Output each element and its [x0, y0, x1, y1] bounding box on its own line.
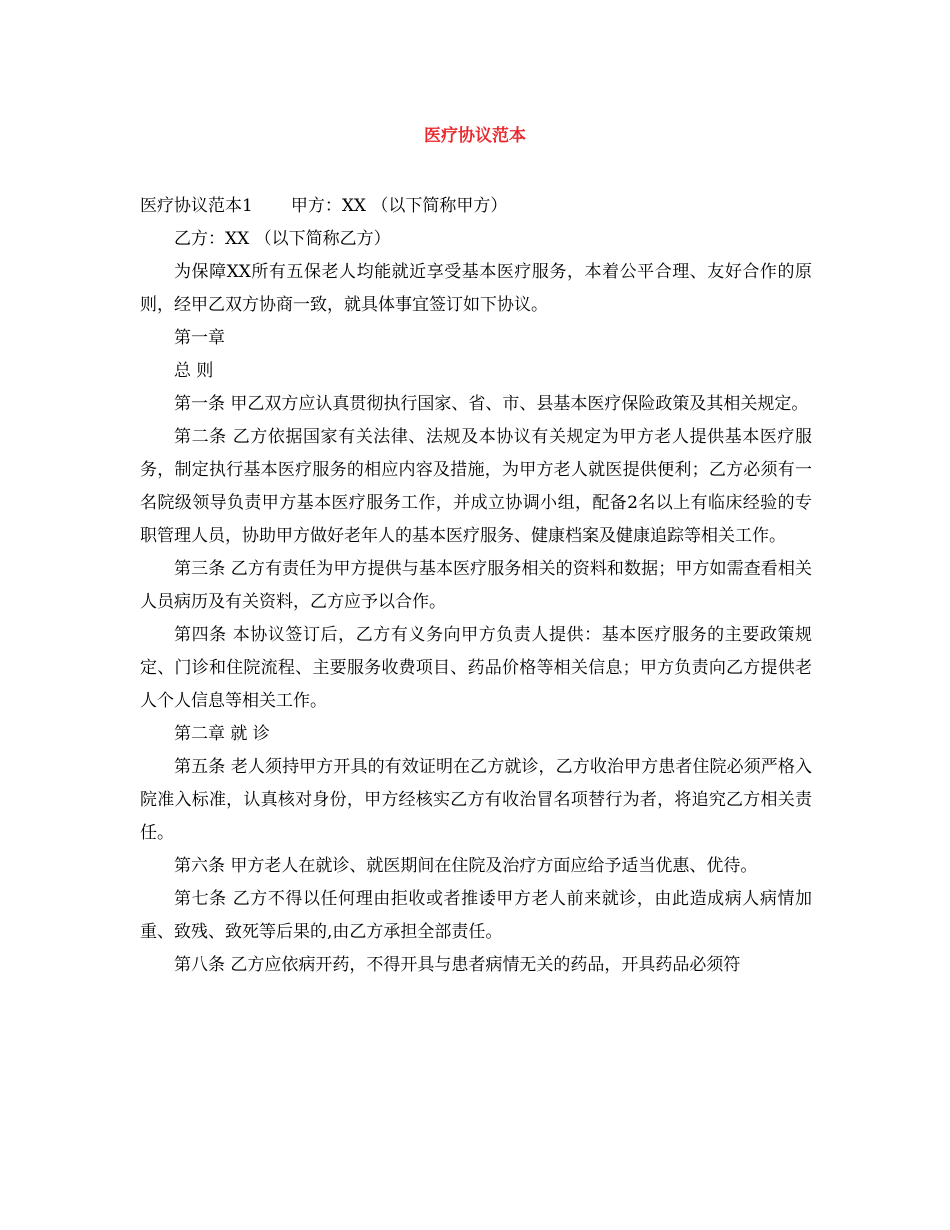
document-body: [140, 190, 812, 982]
article-paragraph: 第二条 乙方依据国家有关法律、法规及本协议有关规定为甲方老人提供基本医疗服务，制定执行基本医疗服务的相应内容及措施，为甲方老人就医提供便利；乙方必须有一名院级领导负责甲方基本医疗服务工作，并成立协调小组，配备2名以上有临床经验的专职管理人员，协助甲方做好老年人的基本医疗服务、健康档案及健康追踪等相关工作。: [140, 427, 812, 546]
article-paragraph: 第六条 甲方老人在就诊、就医期间在住院及治疗方面应给予适当优惠、优待。: [174, 856, 758, 876]
heading-line: [140, 190, 812, 223]
party-a-line: 甲方：XX （以下简称甲方）: [290, 196, 508, 216]
article-paragraph: 第五条 老人须持甲方开具的有效证明在乙方就诊，乙方收治甲方患者住院必须严格入院准入标准，认真核对身份，甲方经核实乙方有收治冒名项替行为者，将追究乙方相关责任。: [140, 757, 812, 843]
chapter-heading: 第一章: [174, 328, 225, 348]
chapter-subheading: 总 则: [174, 361, 214, 381]
chapter-heading: 第二章 就 诊: [174, 724, 270, 744]
article-paragraph: 第七条 乙方不得以任何理由拒收或者推诿甲方老人前来就诊，由此造成病人病情加重、致残、致死等后果的,由乙方承担全部责任。: [140, 889, 812, 942]
article-paragraph: 第八条 乙方应依病开药，不得开具与患者病情无关的药品，开具药品必须符: [174, 955, 741, 975]
article-paragraph: 第三条 乙方有责任为甲方提供与基本医疗服务相关的资料和数据；甲方如需查看相关人员病历及有关资料，乙方应予以合作。: [140, 559, 812, 612]
article-paragraph: 第一条 甲乙双方应认真贯彻执行国家、省、市、县基本医疗保险政策及其相关规定。: [174, 394, 809, 414]
article-paragraph: 第四条 本协议签订后，乙方有义务向甲方负责人提供：基本医疗服务的主要政策规定、门诊和住院流程、主要服务收费项目、药品价格等相关信息；甲方负责向乙方提供老人个人信息等相关工作。: [140, 625, 812, 711]
agreement-label: 医疗协议范本1: [140, 196, 253, 216]
document-title: 医疗协议范本: [424, 126, 526, 146]
preamble-paragraph: 为保障XX所有五保老人均能就近享受基本医疗服务，本着公平合理、友好合作的原则，经甲乙双方协商一致，就具体事宜签订如下协议。: [140, 262, 812, 315]
party-b-line: 乙方：XX （以下简称乙方）: [174, 229, 391, 249]
